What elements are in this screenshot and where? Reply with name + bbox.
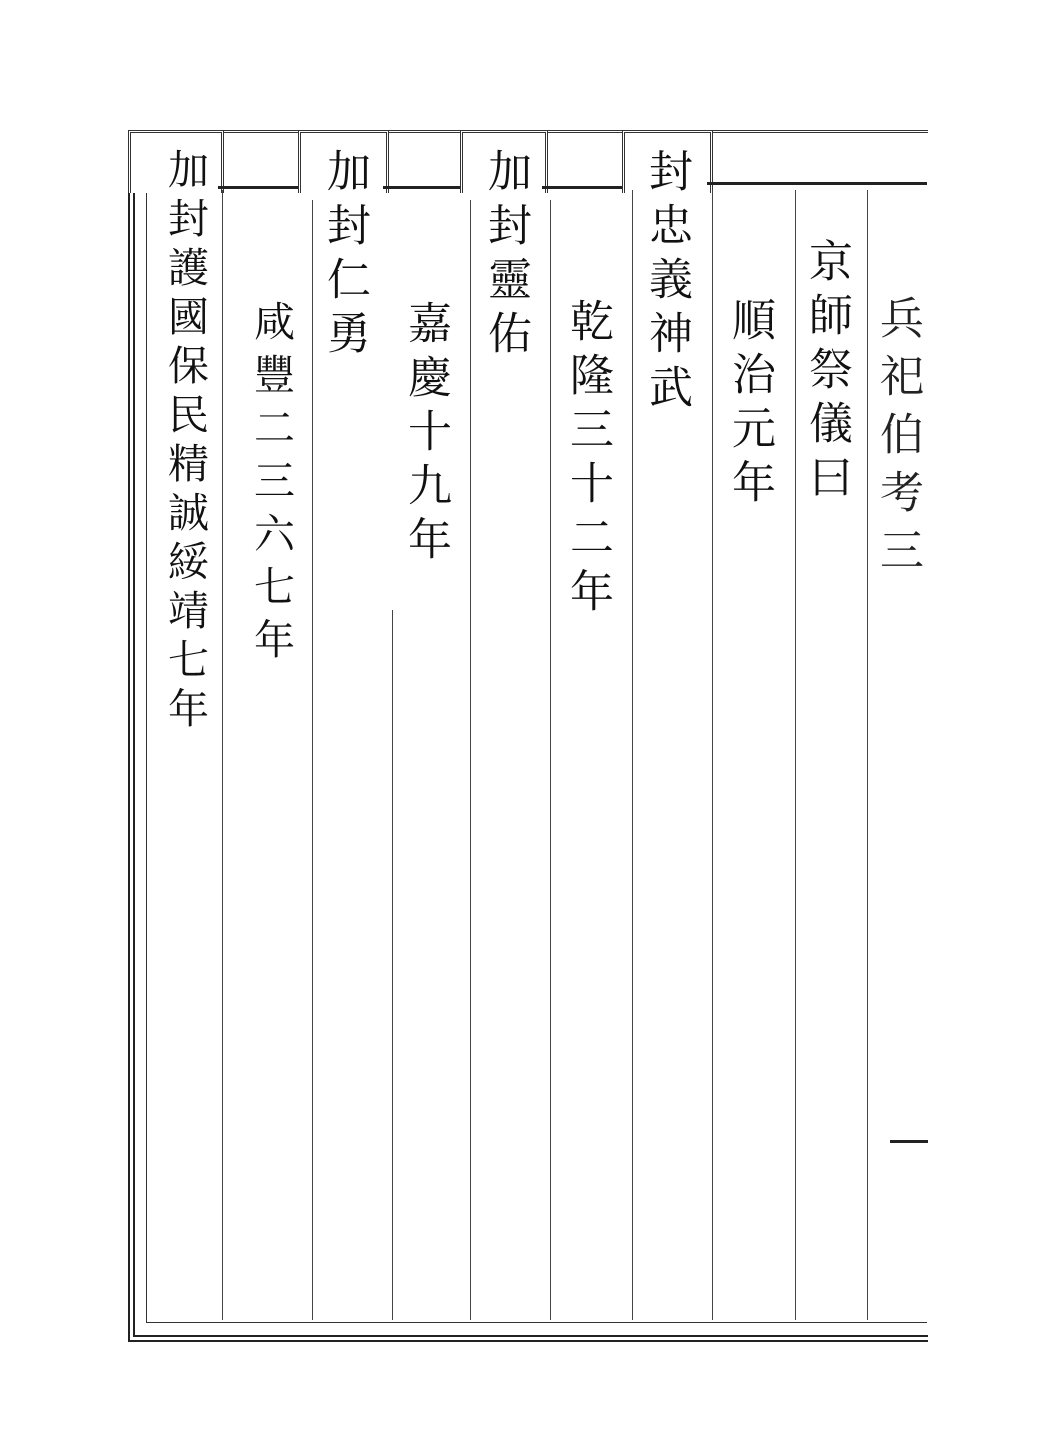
margin-mark <box>890 1140 928 1143</box>
column-rule <box>712 190 713 1320</box>
text-column-xianfeng: 咸豐二三六七年 <box>247 300 295 671</box>
header-baseline <box>218 186 298 189</box>
text-column-jingshi: 京師祭儀曰 <box>801 238 852 508</box>
column-rule <box>550 200 551 1320</box>
text-column-jiafeng-huguo: 加封護國保民精誠綏靖七年 <box>161 148 209 736</box>
margin-header: 兵祀伯考三 <box>872 295 923 585</box>
column-rule <box>392 610 393 1320</box>
column-rule <box>312 200 313 1320</box>
text-column-feng-zhongyi: 封忠義神武 <box>641 148 692 418</box>
column-rule <box>222 190 223 1320</box>
column-rule <box>632 190 633 1320</box>
column-rule <box>470 200 471 1320</box>
header-baseline <box>542 186 622 189</box>
text-column-jiafeng-renyong: 加封仁勇 <box>319 148 370 364</box>
header-baseline <box>707 182 927 185</box>
column-rule <box>795 190 796 1320</box>
text-column-jiaqing: 嘉慶十九年 <box>400 300 451 570</box>
text-column-jiafeng-lingyou: 加封靈佑 <box>480 148 531 364</box>
header-baseline <box>383 186 460 189</box>
text-column-qianlong: 乾隆三十二年 <box>562 298 613 622</box>
column-rule <box>867 190 868 1320</box>
text-column-shunzhi: 順治元年 <box>724 297 775 513</box>
